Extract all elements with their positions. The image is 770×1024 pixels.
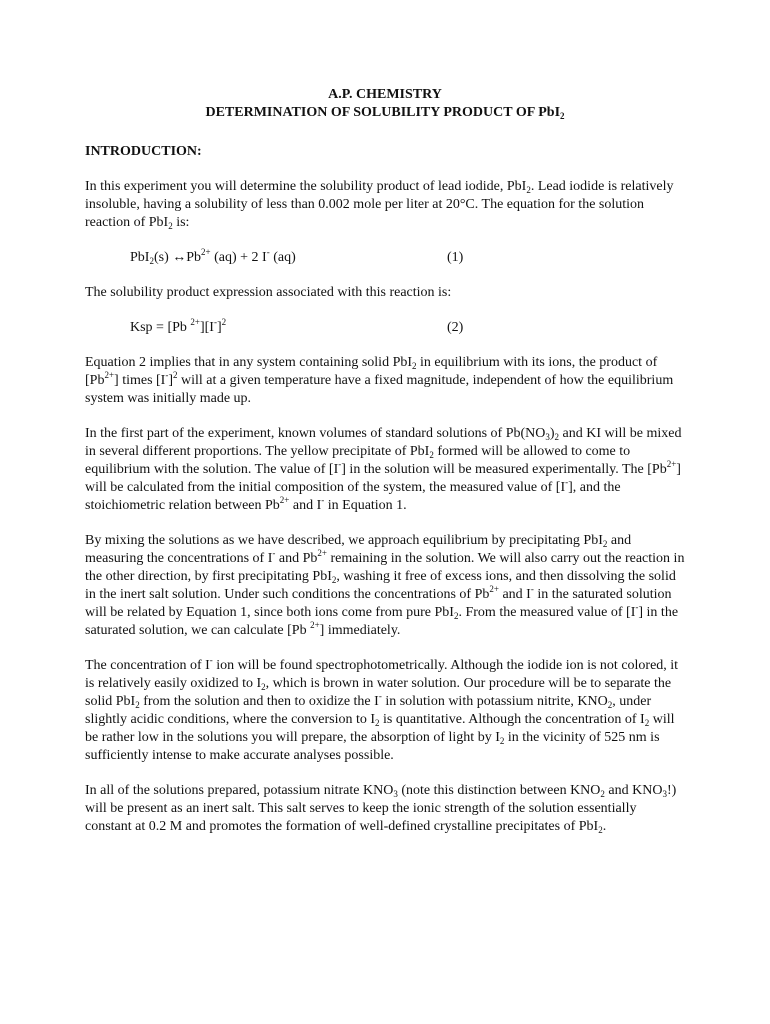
paragraph-5: By mixing the solutions as we have described, we approach equilibrium by precipitating PbI$_2$ and measuring the concentrations of I- and $Pb^{2+}$ remaining in the solution. We will also carry out the reaction in the other direction, by first precipitating PbI$_2$, washing it free of excess ions, and then dissolving the solid in the inert salt solution. Under such conditions the concentrations of $Pb^{2+}$ and I- in the saturated solution will be related by Equation 1, since both ions come from pure PbI$_2$. From the measured value of [I-] in the saturated solution, we can calculate [Pb $^{2+}$] immediately.: [85, 533, 685, 638]
equation-1: [85, 249, 685, 267]
paragraph-7: In all of the solutions prepared, potassium nitrate $KNO_3$ (note this distinction between $KNO_2$ and $KNO_3$!) will be present as an inert salt. This salt serves to keep the ionic strength of the solution essentially constant at 0.2 M and promotes the formation of well-defined crystalline precipitates of PbI$_2$.: [85, 783, 677, 835]
equation-2-expression: Ksp = [Pb $^{2+}][I^-]^2$: [130, 317, 227, 335]
equation-1-number: (1): [447, 250, 464, 265]
document-page: [85, 86, 685, 836]
equation-2-number: (2): [447, 320, 464, 335]
course-title: A.P. CHEMISTRY: [328, 87, 442, 102]
paragraph-1: In this experiment you will determine the solubility product of lead iodide, PbI$_2$. Lead iodide is relatively insoluble, having a solubility of less than 0.002 mole per liter at 20°C. The equation for the solution reaction of PbI$_2$ is:: [85, 179, 674, 231]
paragraph-3: Equation 2 implies that in any system containing solid PbI$_2$ in equilibrium with its ions, the product of $[Pb^{2+}]$ times $[I^-]^2$ will at a given temperature have a fixed magnitude, independent of how the equilibrium system was initially made up.: [85, 355, 674, 406]
introduction-heading: INTRODUCTION:: [85, 144, 202, 159]
paragraph-4: In the first part of the experiment, known volumes of standard solutions of $Pb(NO_3)_2$ and KI will be mixed in several different proportions. The yellow precipitate of PbI$_2$ formed will be allowed to come to equilibrium with the solution. The value of [I-] in the solution will be measured experimentally. The $[Pb^{2+}]$ will be calculated from the initial composition of the system, the measured value of [I-], and the stoichiometric relation between $Pb^{2+}$ and I- in Equation 1.: [85, 426, 682, 513]
equation-2: [85, 319, 685, 337]
document-title: DETERMINATION OF SOLUBILITY PRODUCT OF PbI$_2$: [205, 105, 565, 121]
equation-1-expression: PbI$_2$(s) $\leftrightarrow Pb^{2+}$ (aq) + 2 I- (aq): [130, 247, 296, 266]
paragraph-2: The solubility product expression associated with this reaction is:: [85, 285, 452, 300]
paragraph-6: The concentration of I- ion will be found spectrophotometrically. Although the iodide ion is not colored, it is relatively easily oxidized to $I_2$, which is brown in water solution. Our procedure will be to separate the solid PbI$_2$ from the solution and then to oxidize the I- in solution with potassium nitrite, $KNO_2$, under slightly acidic conditions, where the conversion to $I_2$ is quantitative. Although the concentration of $I_2$ will be rather low in the solutions you will prepare, the absorption of light by $I_2$ in the vicinity of 525 nm is sufficiently intense to make accurate analyses possible.: [85, 655, 679, 763]
